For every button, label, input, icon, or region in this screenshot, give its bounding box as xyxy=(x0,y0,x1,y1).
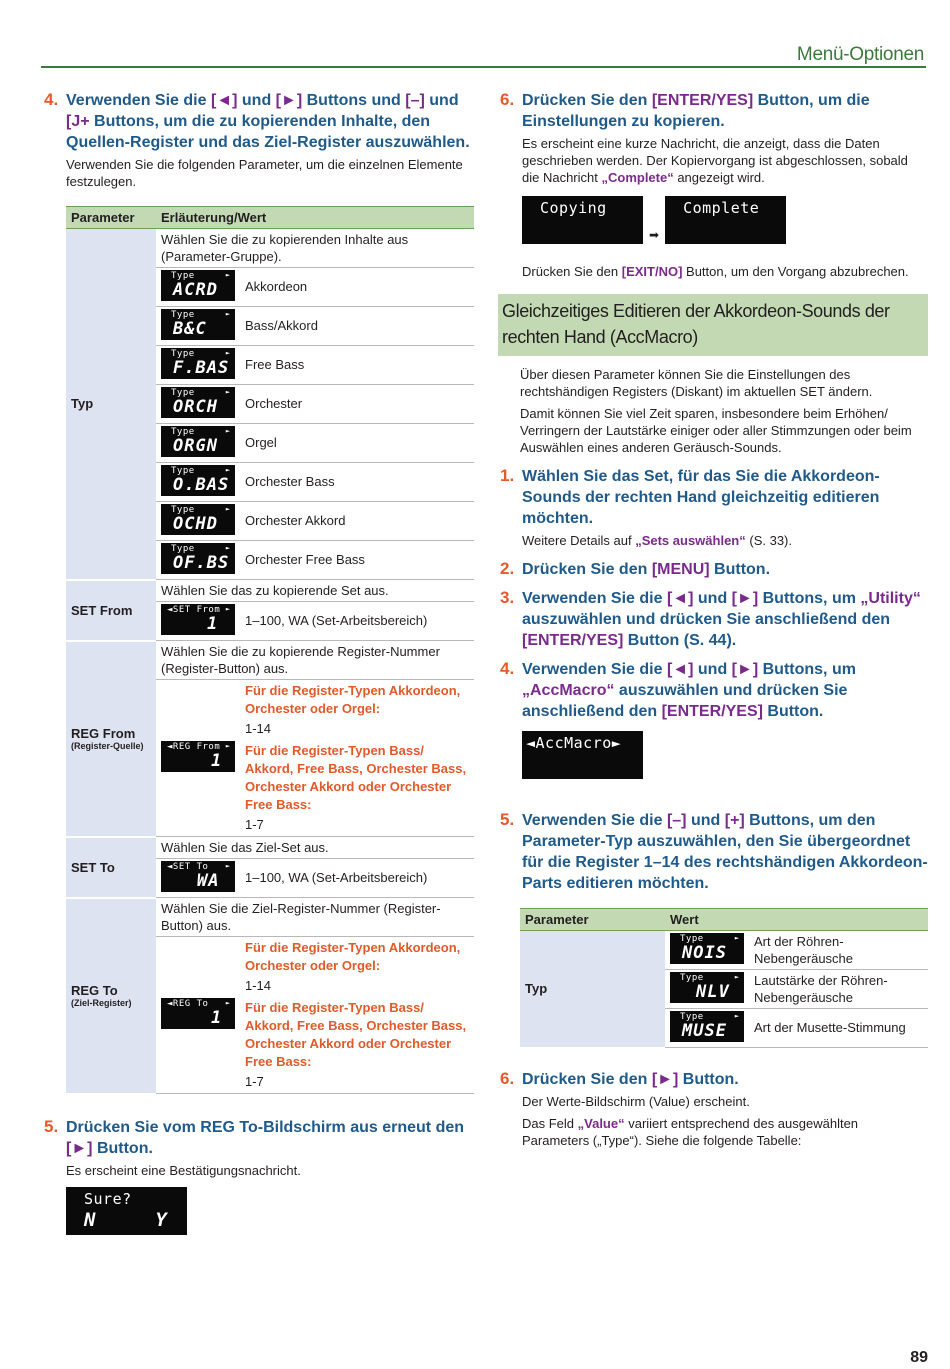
lcd-complete-display: Complete xyxy=(665,196,786,244)
header-rule xyxy=(41,66,926,68)
step-4-copy xyxy=(42,90,474,190)
value-label: Art der Röhren-Nebengeräusche xyxy=(749,931,928,970)
param-reg-from: REG From (Register-Quelle) xyxy=(66,641,156,837)
step-number: 6. xyxy=(500,1068,515,1088)
lcd-display: Type ► ORGN xyxy=(161,426,235,457)
value-label: Orchester Free Bass xyxy=(240,541,474,580)
table-header-parameter: Parameter xyxy=(66,207,156,229)
intro-paragraph-1: Über diesen Parameter können Sie die Einstellungen des rechtshändigen Registers (Diskant) im aktuellen SET ändern. xyxy=(520,367,873,399)
intro-paragraph-2: Damit können Sie viel Zeit sparen, insbesondere beim Erhöhen/ Verringern der Lautstärke einiger oder aller Stimmzungen oder beim Auswählen eines anderen Geräusch-Sounds. xyxy=(520,406,912,455)
step-body: Verwenden Sie die folgenden Parameter, um die einzelnen Elemente festzulegen. xyxy=(66,157,463,189)
step-body: Der Werte-Bildschirm (Value) erscheint. xyxy=(522,1093,750,1109)
lcd-sure-display: Sure? N Y xyxy=(66,1187,187,1235)
lcd-display: Type ► ACRD xyxy=(161,270,235,301)
lcd-sequence xyxy=(522,196,928,244)
step-title: Drücken Sie vom REG To-Bildschirm aus erneut den [►] Button. xyxy=(66,1118,465,1157)
value-label: Für die Register-Typen Akkordeon, Orchester oder Orgel: 1-14 xyxy=(245,683,461,736)
lcd-display: Type ► ORCH xyxy=(161,387,235,418)
value-label: Orchester Bass xyxy=(240,463,474,502)
step-title: Drücken Sie den [MENU] Button. xyxy=(522,561,771,578)
value-label: Free Bass xyxy=(240,346,474,385)
param-desc: Wählen Sie die Ziel-Register-Nummer (Register-Button) aus. xyxy=(156,898,474,937)
step-title: Verwenden Sie die [–] und [+] Buttons, um den Parameter-Typ auszuwählen, den Sie übergeordnet für die Register 1–14 des rechtshändigen Akkordeon-Parts editieren möchten. xyxy=(522,812,928,892)
param-typ: Typ xyxy=(520,931,665,1048)
step-5-param-type xyxy=(498,810,928,894)
step-4-accmacro xyxy=(498,659,928,784)
lcd-display: ◄REG From ► 1 xyxy=(161,741,235,772)
page-number: 89 xyxy=(910,1349,928,1366)
left-column xyxy=(42,90,474,1246)
param-desc: Wählen Sie die zu kopierende Register-Nummer (Register-Button) aus. xyxy=(156,641,474,680)
lcd-display: ◄SET From ► 1 xyxy=(161,604,235,635)
lcd-display: Type ► NLV xyxy=(670,972,744,1003)
value-label: Orgel xyxy=(240,424,474,463)
lcd-display: Type ► NOIS xyxy=(670,933,744,964)
step-6-copy xyxy=(498,90,928,280)
table-row xyxy=(520,931,928,970)
value-label: 1–100, WA (Set-Arbeitsbereich) xyxy=(240,602,474,641)
param-desc: Wählen Sie die zu kopierenden Inhalte aus (Parameter-Gruppe). xyxy=(156,229,474,268)
value-label: Art der Musette-Stimmung xyxy=(749,1009,928,1048)
param-set-to: SET To xyxy=(66,837,156,898)
param-reg-to: REG To (Ziel-Register) xyxy=(66,898,156,1094)
table-header-value: Wert xyxy=(665,909,928,931)
step-1-select-set xyxy=(498,466,928,549)
lcd-display: ◄REG To ► 1 xyxy=(161,998,235,1029)
step-title: Drücken Sie den [ENTER/YES] Button, um die Einstellungen zu kopieren. xyxy=(522,92,870,130)
value-label: Orchester Akkord xyxy=(240,502,474,541)
step-number: 5. xyxy=(500,810,515,829)
param-desc: Wählen Sie das zu kopierende Set aus. xyxy=(156,580,474,602)
step-number: 4. xyxy=(44,90,59,109)
lcd-accmacro-display: ◄AccMacro► xyxy=(522,731,643,779)
step-number: 3. xyxy=(500,588,515,607)
lcd-display: Type ► MUSE xyxy=(670,1011,744,1042)
step-number: 2. xyxy=(500,559,515,578)
step-number: 5. xyxy=(44,1116,59,1136)
value-label: 1–100, WA (Set-Arbeitsbereich) xyxy=(240,859,474,898)
step-number: 6. xyxy=(500,90,515,109)
step-body: Es erscheint eine kurze Nachricht, die anzeigt, dass die Daten geschrieben werden. Der Kopiervorgang ist abgeschlossen, sobald die Nachricht „Complete“ angezeigt wird. xyxy=(522,136,908,185)
step-body-2: Das Feld „Value“ variiert entsprechend des ausgewählten Parameters („Type“). Siehe die folgende Tabelle: xyxy=(522,1115,859,1148)
value-label: Lautstärke der Röhren-Nebengeräusche xyxy=(749,970,928,1009)
step-title: Wählen Sie das Set, für das Sie die Akkordeon-Sounds der rechten Hand gleichzeitig editieren möchten. xyxy=(522,468,880,527)
param-desc: Wählen Sie das Ziel-Set aus. xyxy=(156,837,474,859)
value-label: Akkordeon xyxy=(240,268,474,307)
section-title: Gleichzeitiges Editieren der Akkordeon-Sounds der rechten Hand (AccMacro) xyxy=(498,294,928,356)
param-typ: Typ xyxy=(66,229,156,580)
accmacro-parameter-table xyxy=(520,908,928,1049)
lcd-display: Type ► OCHD xyxy=(161,504,235,535)
step-title: Verwenden Sie die [◄] und [►] Buttons, um „AccMacro“ auszuwählen und drücken Sie anschließend den [ENTER/YES] Button. xyxy=(522,661,856,720)
step-number: 1. xyxy=(500,466,515,485)
param-set-from: SET From xyxy=(66,580,156,641)
lcd-display: ◄SET To ► WA xyxy=(161,861,235,892)
step-5-confirm xyxy=(42,1117,474,1240)
step-3-utility xyxy=(498,588,928,651)
arrow-right-icon: ➡ xyxy=(649,228,660,242)
table-header-description: Erläuterung/Wert xyxy=(156,207,474,229)
lcd-display: Type ► OF.BS xyxy=(161,543,235,574)
step-2-menu xyxy=(498,559,928,580)
page-header-title: Menü-Optionen xyxy=(796,44,924,65)
step-title: Verwenden Sie die [◄] und [►] Buttons, um „Utility“ auszuwählen und drücken Sie anschließend den [ENTER/YES] Button (S. 44). xyxy=(522,590,921,649)
step-title: Drücken Sie den [►] Button. xyxy=(522,1070,739,1088)
step-title: Verwenden Sie die [◄] und [►] Buttons und [–] und [J+ Buttons, um die zu kopierenden Inhalte, den Quellen-Register und das Ziel-Register auszuwählen. xyxy=(66,92,470,151)
lcd-copying-display: Copying xyxy=(522,196,643,244)
lcd-display: Type ► B&C xyxy=(161,309,235,340)
step-number: 4. xyxy=(500,659,515,678)
table-header-parameter: Parameter xyxy=(520,909,665,931)
lcd-display: Type ► F.BAS xyxy=(161,348,235,379)
value-label: Für die Register-Typen Bass/ Akkord, Free Bass, Orchester Bass, Orchester Akkord oder Orchester Free Bass: 1-7 xyxy=(240,997,474,1094)
value-label: Bass/Akkord xyxy=(240,307,474,346)
step-body: Es erscheint eine Bestätigungsnachricht. xyxy=(66,1162,301,1178)
right-column xyxy=(498,90,928,1155)
step-body: Weitere Details auf „Sets auswählen“ (S. 33). xyxy=(522,533,792,548)
exit-note: Drücken Sie den [EXIT/NO] Button, um den Vorgang abzubrechen. xyxy=(522,264,909,279)
lcd-display: Type ► O.BAS xyxy=(161,465,235,496)
copy-parameter-table xyxy=(66,206,474,1095)
value-label: Für die Register-Typen Akkordeon, Orchester oder Orgel: 1-14 xyxy=(245,940,461,993)
step-6-value xyxy=(498,1069,928,1149)
value-label: Orchester xyxy=(240,385,474,424)
value-label: Für die Register-Typen Bass/ Akkord, Free Bass, Orchester Bass, Orchester Akkord oder Orchester Free Bass: 1-7 xyxy=(240,740,474,837)
